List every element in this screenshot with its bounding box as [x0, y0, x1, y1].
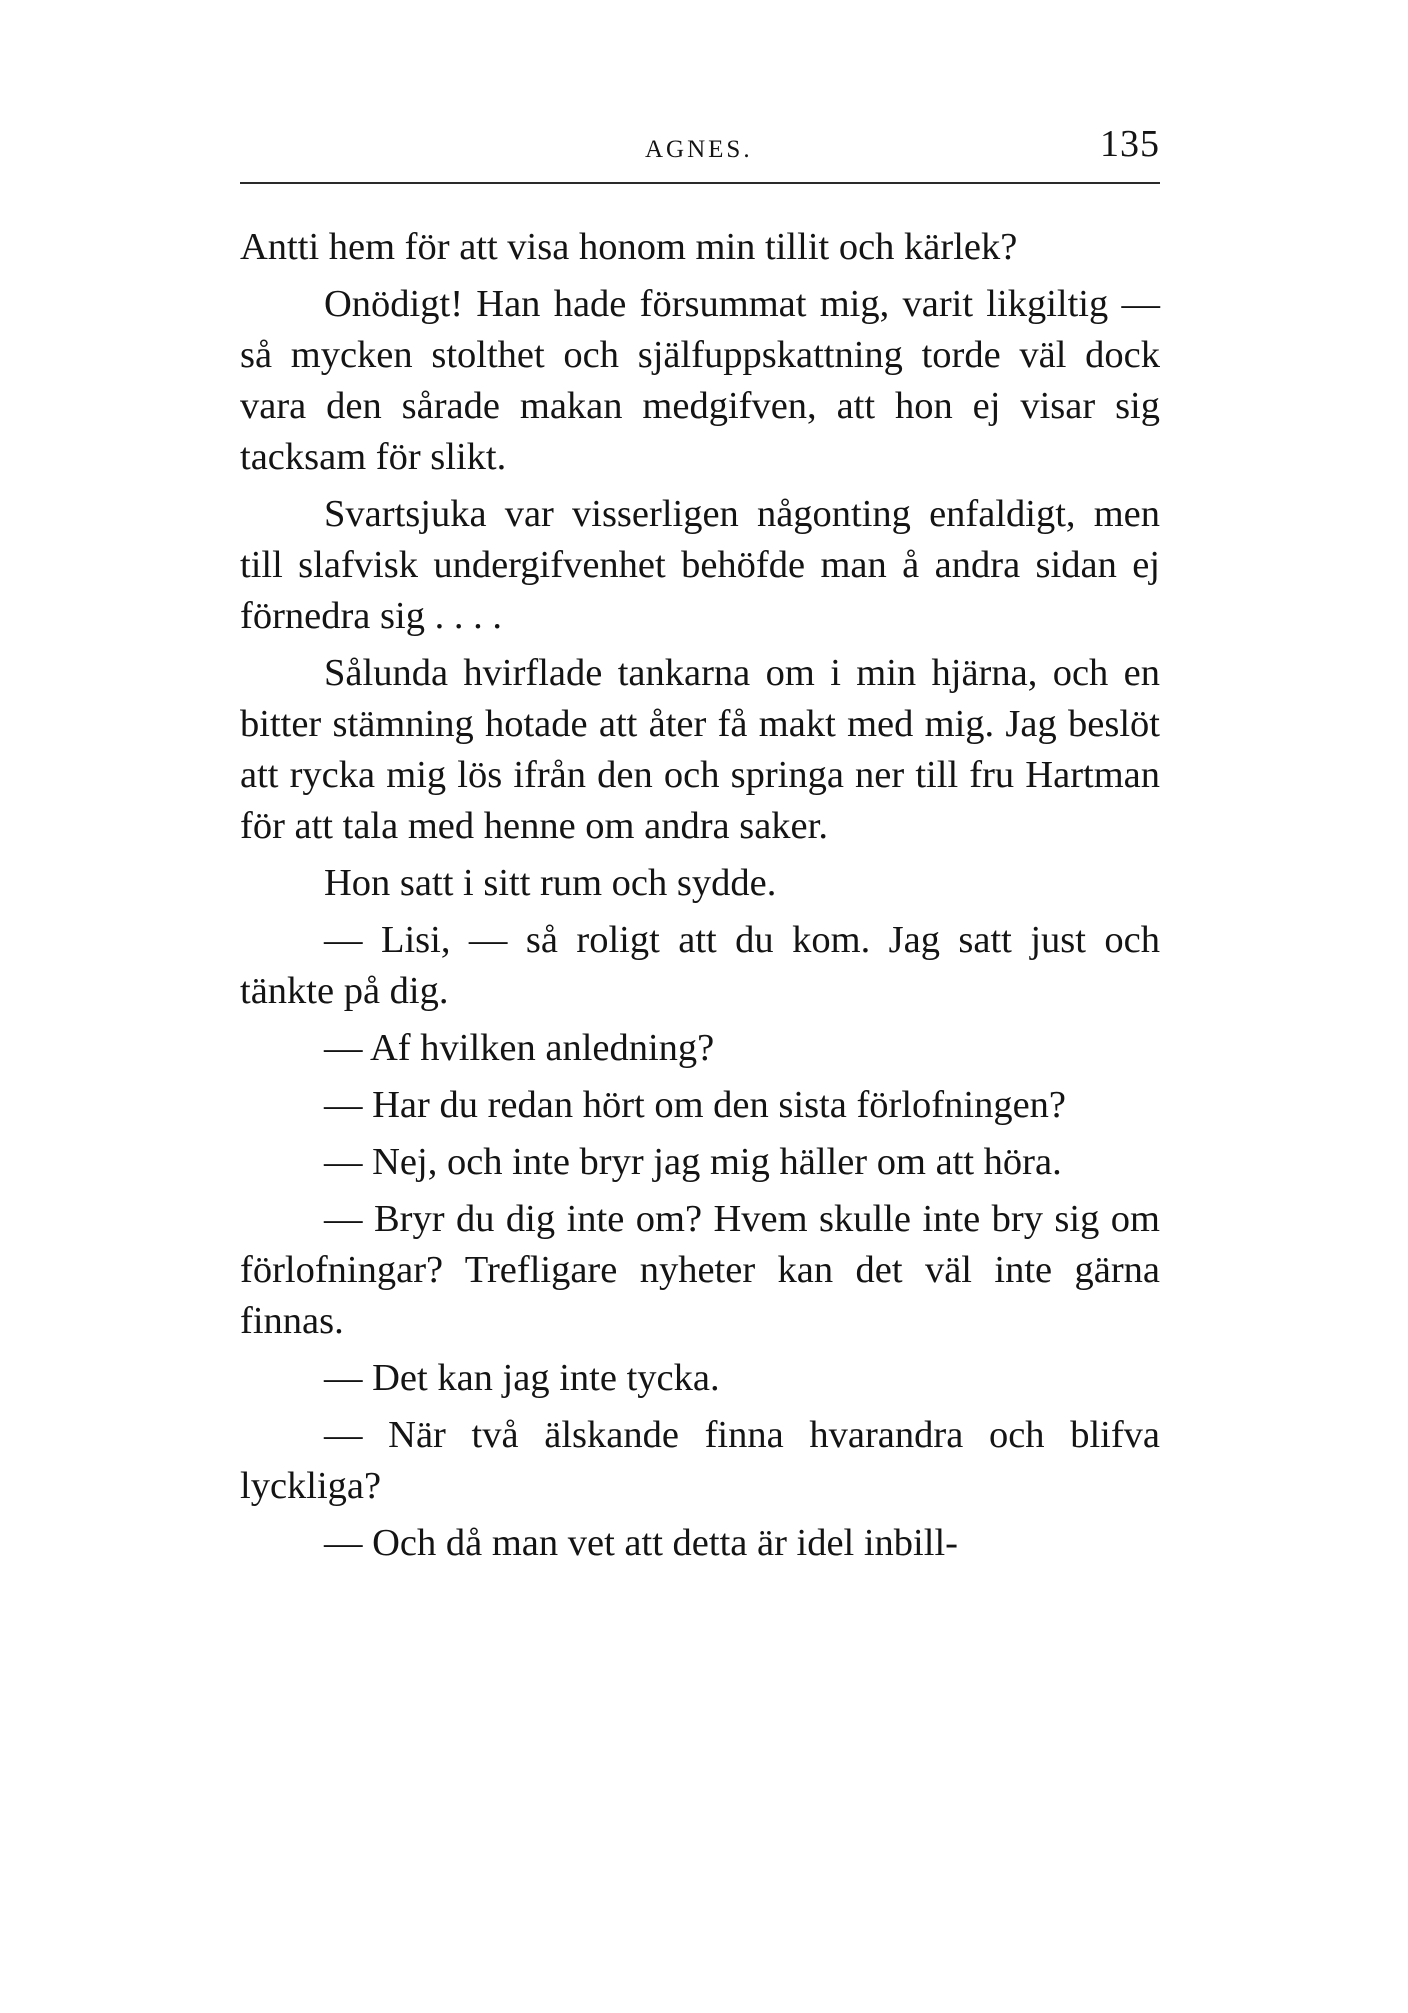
- dialogue-line: — Bryr du dig inte om? Hvem skulle inte bry sig om förlofningar? Trefligare nyheter kan det väl inte gärna finnas.: [240, 1198, 1160, 1342]
- dialogue-line: — Det kan jag inte tycka.: [324, 1357, 720, 1399]
- paragraph: Sålunda hvirflade tankarna om i min hjärna, och en bitter stämning hotade att åter få makt med mig. Jag beslöt att rycka mig lös ifrån den och springa ner till fru Hartman för att tala med henne om andra saker.: [240, 652, 1160, 847]
- paragraph: Onödigt! Han hade försummat mig, varit likgiltig — så mycken stolthet och själfuppskattning torde väl dock vara den sårade makan medgifven, att hon ej visar sig tacksam för slikt.: [240, 283, 1160, 478]
- header-rule: [240, 182, 1160, 184]
- paragraph: Svartsjuka var visserligen någonting enfaldigt, men till slafvisk undergifvenhet behöfde man å andra sidan ej förnedra sig . . . .: [240, 493, 1160, 637]
- dialogue-line: — Af hvilken anledning?: [324, 1027, 715, 1069]
- paragraph-continuation: Antti hem för att visa honom min tillit och kärlek?: [240, 226, 1018, 268]
- dialogue-line: — När två älskande finna hvarandra och blifva lyckliga?: [240, 1414, 1160, 1507]
- dialogue-line: — Och då man vet att detta är idel inbill-: [324, 1522, 958, 1564]
- dialogue-line: — Nej, och inte bryr jag mig häller om att höra.: [324, 1141, 1062, 1183]
- running-head: [240, 118, 1160, 172]
- page-number: 135: [1100, 123, 1160, 165]
- body-text: [240, 222, 1160, 1569]
- dialogue-line: — Har du redan hört om den sista förlofningen?: [324, 1084, 1066, 1126]
- running-title: AGNES.: [645, 136, 753, 163]
- dialogue-line: — Lisi, — så roligt att du kom. Jag satt just och tänkte på dig.: [240, 919, 1160, 1012]
- paragraph: Hon satt i sitt rum och sydde.: [324, 862, 777, 904]
- book-page: [240, 118, 1160, 1569]
